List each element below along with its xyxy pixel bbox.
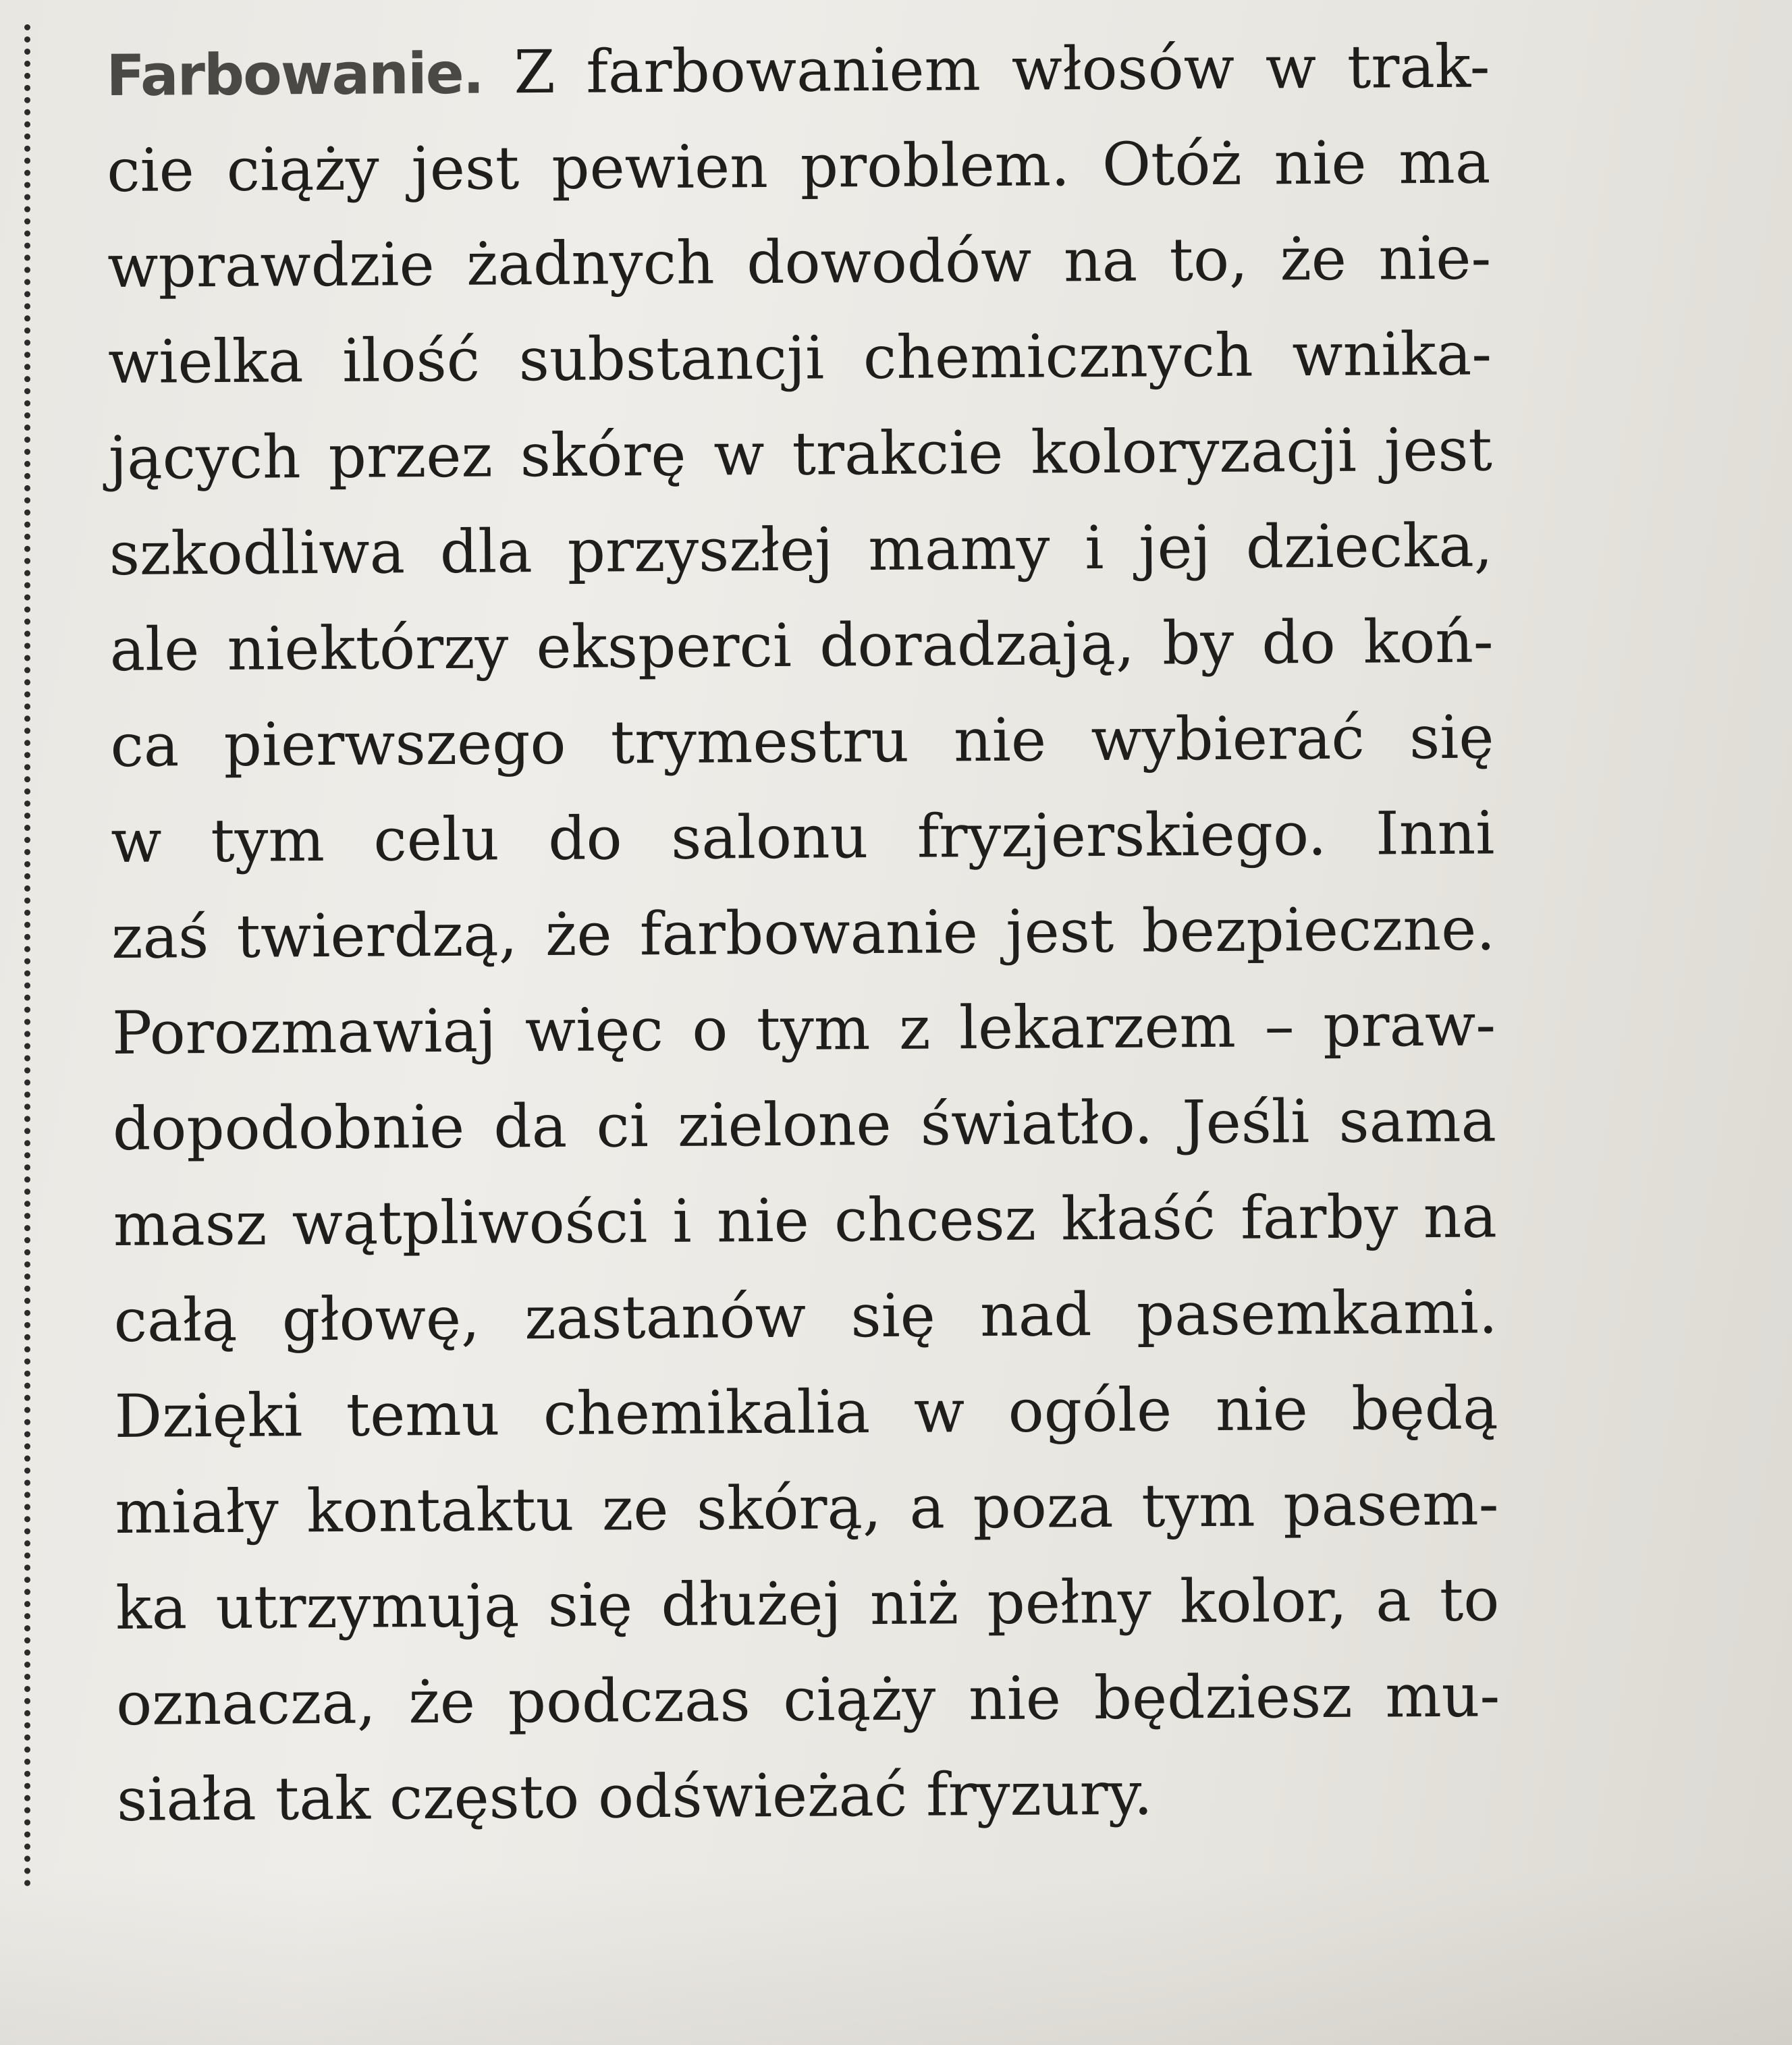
article-paragraph — [106, 18, 1500, 1847]
text-line-2: cie ciąży jest pewien problem. Otóż nie ma — [106, 127, 1491, 205]
text-line-19: siała tak często odświeżać fryzury. — [116, 1758, 1153, 1834]
text-line-3: wprawdzie żadnych dowodów na to, że nie- — [107, 223, 1492, 301]
text-line-16: miały kontaktu ze skórą, a poza tym pasem- — [115, 1469, 1499, 1547]
text-line-15: Dzięki temu chemikalia w ogóle nie będą — [114, 1373, 1498, 1451]
text-line-9: w tym celu do salonu fryzjerskiego. Inni — [111, 798, 1495, 876]
text-line-4: wielka ilość substancji chemicznych wnika- — [107, 319, 1492, 397]
text-line-13: masz wątpliwości i nie chcesz kłaść farby na — [113, 1181, 1498, 1259]
section-heading: Farbowanie. — [106, 40, 483, 109]
dotted-margin-rule — [24, 24, 30, 1887]
text-line-12: dopodobnie da ci zielone światło. Jeśli sama — [112, 1085, 1497, 1164]
text-line-17: ka utrzymują się dłużej niż pełny kolor, a to — [115, 1564, 1500, 1643]
text-line-11: Porozmawiaj więc o tym z lekarzem – praw- — [111, 989, 1496, 1068]
text-line-1-body: Z farbowaniem włosów w trak- — [514, 31, 1490, 107]
text-line-14: całą głowę, zastanów się nad pasemkami. — [113, 1277, 1498, 1355]
text-line-8: ca pierwszego trymestru nie wybierać się — [110, 702, 1494, 780]
page-shadow — [0, 1870, 1792, 2045]
text-line-7: ale niektórzy eksperci doradzają, by do koń- — [109, 606, 1494, 684]
text-line-1 — [106, 18, 1490, 123]
text-line-5: jących przez skórę w trakcie koloryzacji jest — [108, 414, 1493, 493]
text-line-10: zaś twierdzą, że farbowanie jest bezpieczne. — [111, 894, 1496, 972]
text-line-18: oznacza, że podczas ciąży nie będziesz mu- — [115, 1660, 1500, 1739]
text-line-6: szkodliwa dla przyszłej mamy i jej dziecka, — [109, 510, 1494, 589]
